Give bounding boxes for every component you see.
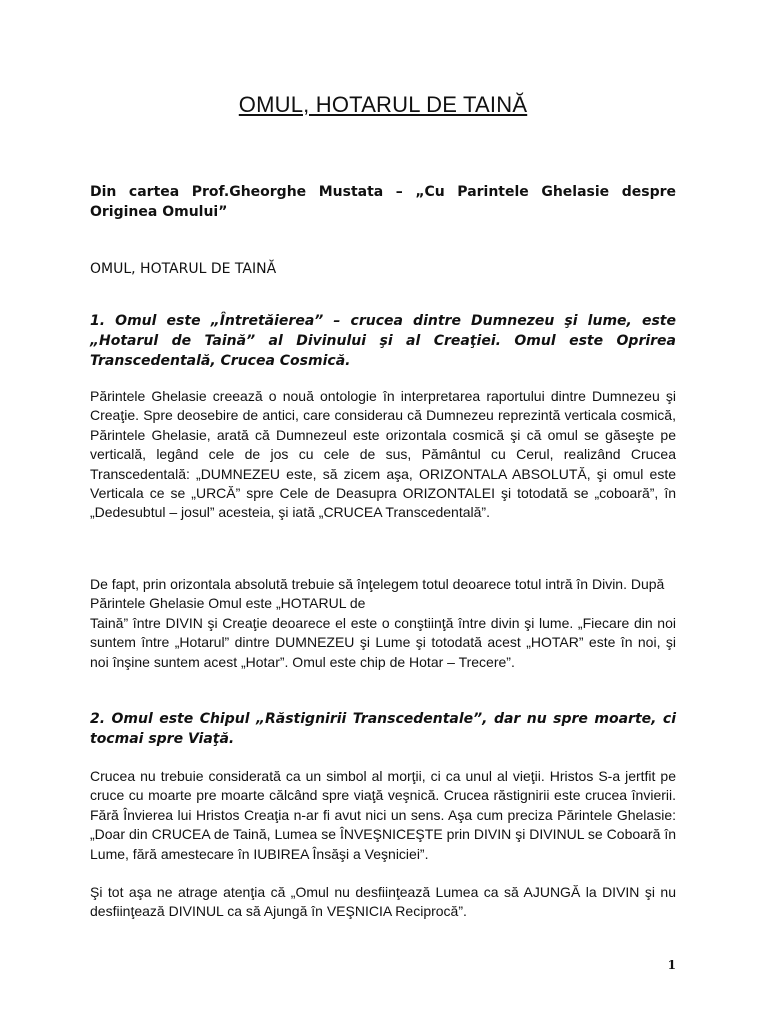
document-page bbox=[90, 0, 676, 1024]
paragraph-2: Taină” între DIVIN şi Creaţie deoarece el este o conştiinţă între divin şi lume. „Fiecare din noi suntem între „Hotarul” dintre DUMNEZEU şi Lume şi totodată acest „HOTAR” este în noi, şi noi înşine suntem acest „Hotar”. Omul este chip de Hotar – Trecere”. bbox=[90, 615, 676, 670]
point-1-heading: 1. Omul este „Întretăierea” – crucea dintre Dumnezeu şi lume, este „Hotarul de Taină” al Divinului şi al Creaţiei. Omul este Oprirea Transcedentală, Crucea Cosmică. bbox=[90, 313, 676, 369]
page-title: OMUL, HOTARUL DE TAINĂ bbox=[238, 92, 528, 117]
page-number: 1 bbox=[667, 958, 676, 972]
point-2-heading: 2. Omul este Chipul „Răstignirii Transcedentale”, dar nu spre moarte, ci tocmai spre Viaţă. bbox=[90, 711, 676, 747]
paragraph-2-line-1: De fapt, prin orizontala absolută trebuie să înţelegem totul deoarece totul intră în Divin. După Părintele Ghelasie Omul este „HOTARUL de bbox=[90, 576, 665, 612]
paragraph-3: Crucea nu trebuie considerată ca un simbol al morţii, ci ca unul al vieţii. Hristos S-a jertfit pe cruce cu moarte pre moarte călcând spre viaţă veşnică. Crucea răstignirii este crucea învierii. Fără Învierea lui Hristos Creaţia n-ar fi avut nici un sens. Aşa cum preciza Părintele Ghelasie: „Doar din CRUCEA de Taină, Lumea se ÎNVEŞNICEŞTE prin DIVIN şi DIVINUL se Coboară în Lume, fără amestecare în IUBIREA Însăşi a Veşniciei”. bbox=[90, 768, 676, 862]
book-source-subtitle: Din cartea Prof.Gheorghe Mustata – „Cu Parintele Ghelasie despre Originea Omului” bbox=[90, 184, 676, 220]
paragraph-4: Şi tot aşa ne atrage atenţia că „Omul nu desfiinţează Lumea ca să AJUNGĂ la DIVIN şi nu desfiinţează DIVINUL ca să Ajungă în VEŞNICIA Reciprocă”. bbox=[90, 884, 676, 920]
paragraph-1: Părintele Ghelasie creează o nouă ontologie în interpretarea raportului dintre Dumnezeu şi Creaţie. Spre deosebire de antici, care considerau că Dumnezeu reprezintă verticala cosmică, Părintele Ghelasie, arată că Dumnezeul este orizontala cosmică şi că omul se găseşte pe verticală, legând cele de jos cu cele de sus, Pământul cu Cerul, realizând Crucea Transcedentală: „DUMNEZEU este, să zicem aşa, ORIZONTALA ABSOLUTĂ, şi omul este Verticala ce se „URCĂ” spre Cele de Deasupra ORIZONTALEI şi totodată se „coboară”, în „Dedesubtul – josul” acesteia, şi iată „CRUCEA Transcedentală”. bbox=[90, 388, 676, 521]
section-heading: OMUL, HOTARUL DE TAINĂ bbox=[90, 261, 277, 277]
